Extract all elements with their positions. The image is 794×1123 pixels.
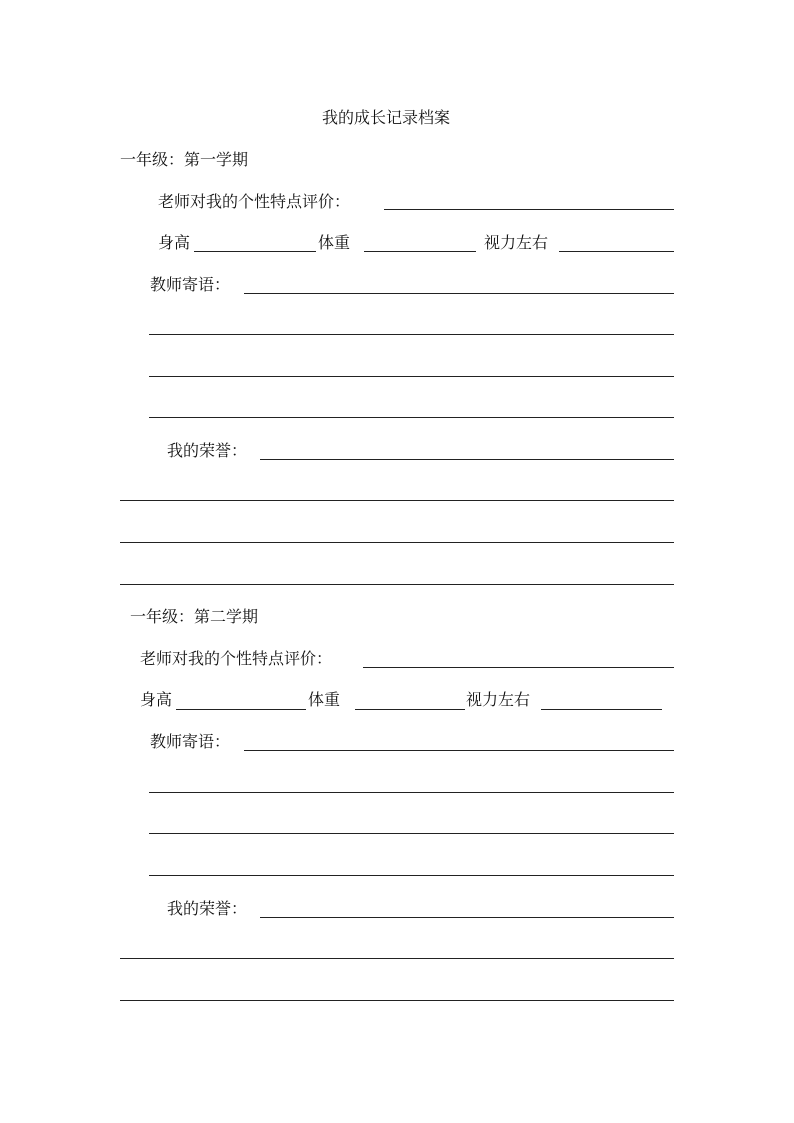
- semester-2-honors-line-3[interactable]: [120, 1000, 674, 1001]
- semester-2-honors-label: 我的荣誉：: [167, 899, 248, 918]
- semester-1-personality-field[interactable]: [384, 209, 674, 210]
- semester-1-heading: 一年级：第一学期: [120, 150, 249, 169]
- semester-1-teacher-message-line-2[interactable]: [149, 334, 674, 335]
- semester-1-honors-line-2[interactable]: [120, 500, 674, 501]
- semester-2-personality-field[interactable]: [363, 667, 674, 668]
- semester-2-vision-field[interactable]: [541, 709, 662, 710]
- semester-2-teacher-message-label: 教师寄语：: [150, 732, 231, 751]
- semester-1-vision-label: 视力左右: [484, 233, 549, 252]
- semester-1-honors-line-4[interactable]: [120, 584, 674, 585]
- semester-1-height-field[interactable]: [194, 251, 316, 252]
- semester-1-teacher-message-line-3[interactable]: [149, 376, 674, 377]
- semester-2-weight-label: 体重: [308, 690, 341, 709]
- semester-2-honors-line-1[interactable]: [260, 917, 674, 918]
- semester-2-teacher-message-line-1[interactable]: [244, 750, 674, 751]
- semester-2-height-label: 身高: [140, 690, 173, 709]
- semester-1-teacher-message-label: 教师寄语：: [150, 275, 231, 294]
- semester-1-personality-label: 老师对我的个性特点评价：: [158, 192, 351, 211]
- page-title: 我的成长记录档案: [322, 108, 451, 127]
- semester-1-honors-line-1[interactable]: [260, 459, 674, 460]
- semester-1-height-label: 身高: [158, 233, 191, 252]
- semester-1-weight-label: 体重: [318, 233, 351, 252]
- semester-2-teacher-message-line-2[interactable]: [149, 792, 674, 793]
- semester-1-teacher-message-line-1[interactable]: [244, 293, 674, 294]
- semester-2-teacher-message-line-4[interactable]: [149, 875, 674, 876]
- semester-1-honors-line-3[interactable]: [120, 542, 674, 543]
- semester-1-vision-field[interactable]: [559, 251, 674, 252]
- semester-2-personality-label: 老师对我的个性特点评价：: [140, 649, 333, 668]
- semester-1-weight-field[interactable]: [364, 251, 476, 252]
- semester-2-height-field[interactable]: [176, 709, 306, 710]
- semester-2-teacher-message-line-3[interactable]: [149, 833, 674, 834]
- semester-2-weight-field[interactable]: [355, 709, 465, 710]
- semester-1-honors-label: 我的荣誉：: [167, 441, 248, 460]
- semester-1-teacher-message-line-4[interactable]: [149, 417, 674, 418]
- semester-2-honors-line-2[interactable]: [120, 958, 674, 959]
- semester-2-vision-label: 视力左右: [466, 690, 531, 709]
- semester-2-heading: 一年级：第二学期: [130, 607, 259, 626]
